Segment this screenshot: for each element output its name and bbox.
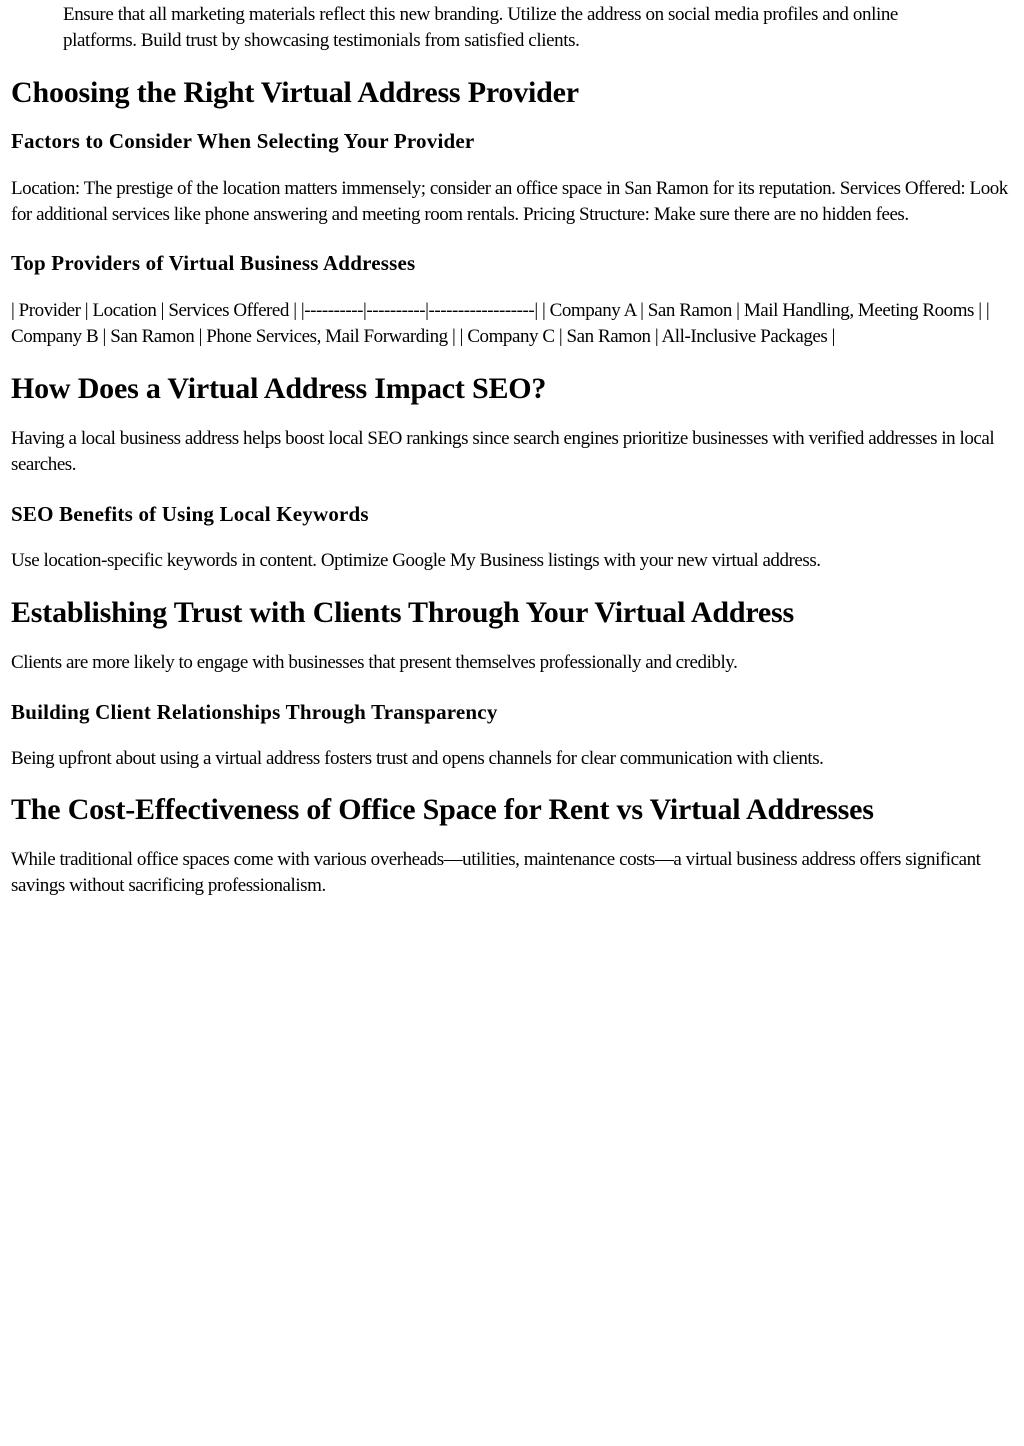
intro-paragraph: Ensure that all marketing materials reflect this new branding. Utilize the address on social media profiles and online platforms. Build trust by showcasing testimonials from satisfied clients.: [63, 4, 898, 51]
section-heading-choosing-provider: Choosing the Right Virtual Address Provider: [11, 76, 579, 109]
section-heading-establishing-trust: Establishing Trust with Clients Through Your Virtual Address: [11, 596, 794, 629]
subsection-heading-transparency: Building Client Relationships Through Transparency: [11, 700, 498, 724]
paragraph-factors: Location: The prestige of the location matters immensely; consider an office space in San Ramon for its reputation. Services Offered: Look for additional services like phone answering and meeting room rentals. Pricing Structure: Make sure there are no hidden fees.: [11, 178, 1008, 225]
section-heading-cost-effectiveness: The Cost-Effectiveness of Office Space for Rent vs Virtual Addresses: [11, 793, 874, 826]
paragraph-seo-impact: Having a local business address helps boost local SEO rankings since search engines prioritize businesses with verified addresses in local searches.: [11, 428, 995, 475]
subsection-heading-top-providers: Top Providers of Virtual Business Addresses: [11, 251, 416, 275]
document-page: [11, 0, 1011, 899]
paragraph-cost-effectiveness: While traditional office spaces come with various overheads—utilities, maintenance costs—a virtual business address offers significant savings without sacrificing professionalism.: [11, 849, 981, 896]
paragraph-seo-benefits: Use location-specific keywords in content. Optimize Google My Business listings with your new virtual address.: [11, 550, 821, 571]
subsection-heading-factors: Factors to Consider When Selecting Your Provider: [11, 129, 475, 153]
paragraph-establishing-trust: Clients are more likely to engage with businesses that present themselves professionally and credibly.: [11, 652, 738, 673]
section-heading-seo-impact: How Does a Virtual Address Impact SEO?: [11, 372, 547, 405]
subsection-heading-seo-benefits: SEO Benefits of Using Local Keywords: [11, 502, 369, 526]
paragraph-providers-table-text: | Provider | Location | Services Offered | |----------|----------|------------------| | Company A | San Ramon | Mail Handling, Meeting Rooms | | Company B | San Ramon | Phone Services, Mail Forwarding | | Company C | San Ramon | All-Inclusive Packages |: [11, 300, 990, 347]
paragraph-transparency: Being upfront about using a virtual address fosters trust and opens channels for clear communication with clients.: [11, 748, 824, 769]
